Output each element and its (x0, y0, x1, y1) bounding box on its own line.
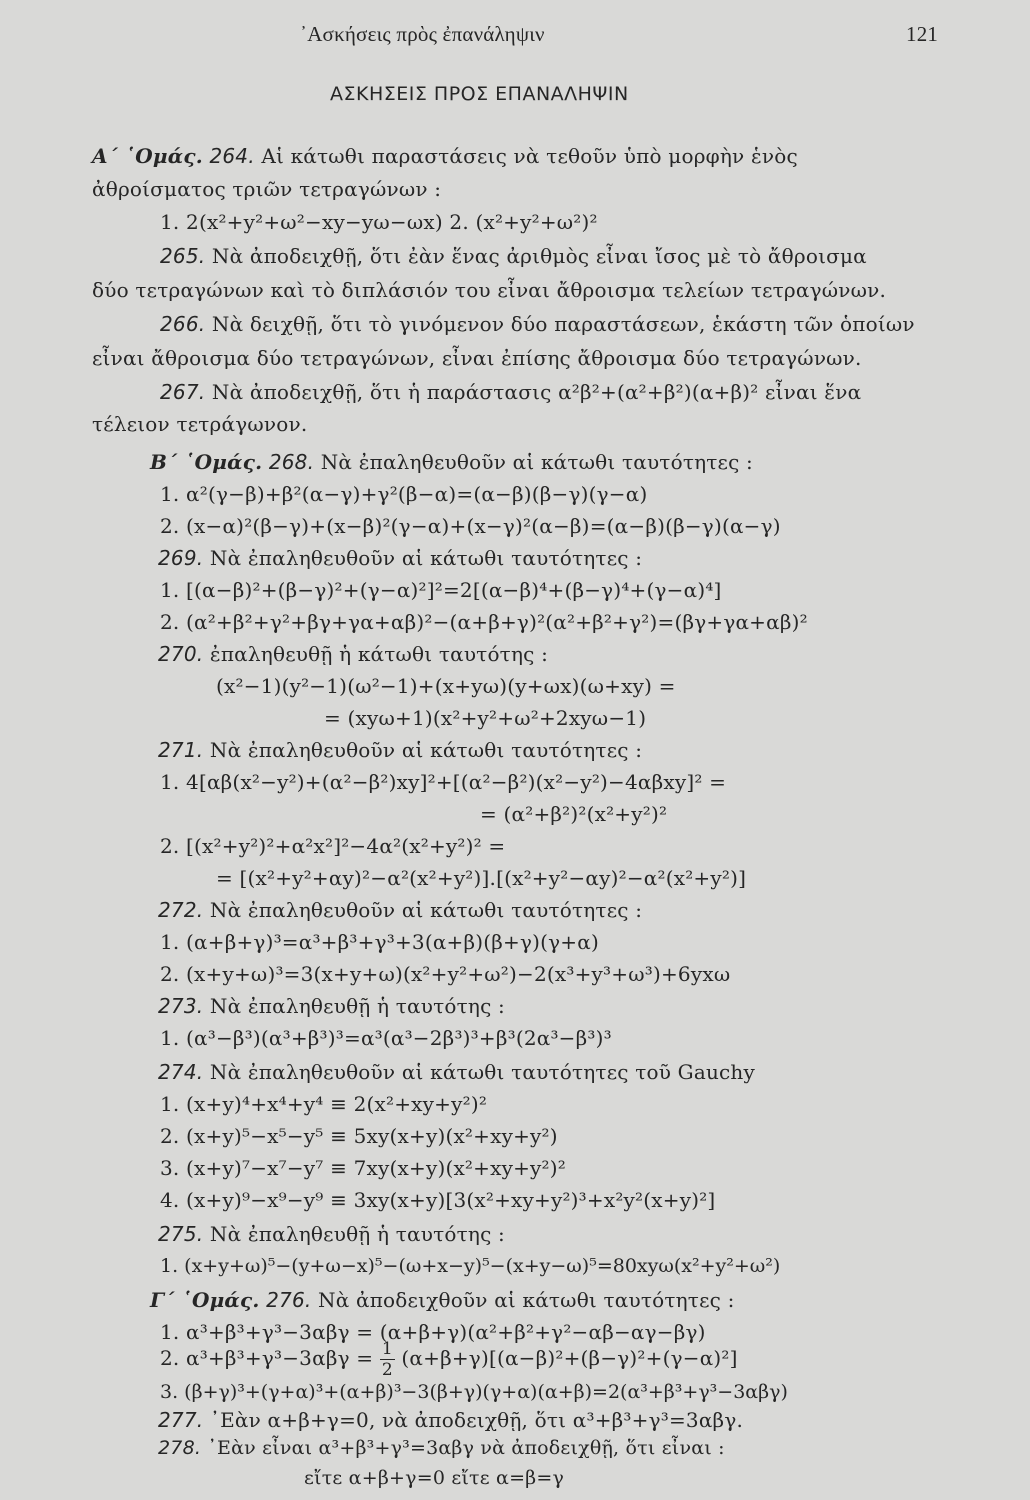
identity-271-2-rhs: = [(x²+y²+αy)²−α²(x²+y²)].[(x²+y²−αy)²−α²(x²+y²)] (216, 866, 747, 890)
identity-274-2: 2. (x+y)⁵−x⁵−y⁵ ≡ 5xy(x+y)(x²+xy+y²) (160, 1124, 558, 1148)
identity-272-2: 2. (x+y+ω)³=3(x+y+ω)(x²+y²+ω²)−2(x³+y³+ω³)+6yxω (160, 962, 731, 986)
identity-269-1: 1. [(α−β)²+(β−γ)²+(γ−α)²]²=2[(α−β)⁴+(β−γ)⁴+(γ−α)⁴] (160, 578, 722, 602)
exercise-264-continuation: ἀθροίσματος τριῶν τετραγώνων : (92, 177, 442, 201)
identity-270-line2: = (xyω+1)(x²+y²+ω²+2xyω−1) (324, 706, 647, 730)
exercise-265-continuation: δύο τετραγώνων καὶ τὸ διπλάσιόν του εἶναι ἄθροισμα τελείων τετραγώνων. (92, 278, 887, 302)
exercise-text: Νὰ ἀποδειχθῇ, ὅτι ἐὰν ἕνας ἀριθμὸς εἶναι ἴσος μὲ τὸ ἄθροισμα (211, 244, 867, 268)
exercise-267-continuation: τέλειον τετράγωνον. (92, 412, 308, 436)
identity-269-2: 2. (α²+β²+γ²+βγ+γα+αβ)²−(α+β+γ)²(α²+β²+γ²)=(βγ+γα+αβ)² (160, 610, 808, 634)
exercise-text: Νὰ ἐπαληθευθοῦν αἱ κάτωθι ταυτότητες : (320, 450, 753, 474)
exercise-268 (150, 450, 753, 474)
page-number: 121 (906, 22, 939, 46)
identity-268-2: 2. (x−α)²(β−γ)+(x−β)²(γ−α)+(x−γ)²(α−β)=(α−β)(β−γ)(α−γ) (160, 514, 781, 538)
identity-276-2-lhs: 2. α³+β³+γ³−3αβγ = (160, 1346, 374, 1370)
identity-273-1: 1. (α³−β³)(α³+β³)³=α³(α³−2β³)³+β³(2α³−β³)³ (160, 1026, 612, 1050)
exercise-number: 276. (266, 1288, 312, 1312)
exercise-number: 269. (158, 546, 204, 570)
identity-272-1: 1. (α+β+γ)³=α³+β³+γ³+3(α+β)(β+γ)(γ+α) (160, 930, 599, 954)
exercise-271 (158, 738, 642, 762)
exercise-text: Νὰ ἐπαληθευθοῦν αἱ κάτωθι ταυτότητες : (209, 738, 643, 762)
exercise-text: Νὰ δειχθῇ, ὅτι τὸ γινόμενον δύο παραστάσεων, ἑκάστη τῶν ὁποίων (211, 312, 915, 336)
section-title: ΑΣΚΗΣΕΙΣ ΠΡΟΣ ΕΠΑΝΑΛΗΨΙΝ (330, 83, 629, 105)
fraction-one-half (380, 1339, 395, 1380)
exercise-number: 266. (160, 312, 206, 336)
exercise-text: Νὰ ἐπαληθευθοῦν αἱ κάτωθι ταυτότητες : (209, 546, 643, 570)
exercise-266 (160, 312, 915, 336)
exercise-text: Νὰ ἐπαληθευθῇ ἡ ταυτότης : (209, 1222, 505, 1246)
identity-271-2: 2. [(x²+y²)²+α²x²]²−4α²(x²+y²)² = (160, 834, 506, 858)
exercise-text: Νὰ ἐπαληθευθῇ ἡ ταυτότης : (209, 994, 505, 1018)
identity-274-3: 3. (x+y)⁷−x⁷−y⁷ ≡ 7xy(x+y)(x²+xy+y²)² (160, 1156, 566, 1180)
exercise-267 (160, 380, 861, 404)
exercise-269 (158, 546, 642, 570)
group-b-label: Β΄ ῾Ομάς. (150, 450, 263, 474)
identity-274-4: 4. (x+y)⁹−x⁹−y⁹ ≡ 3xy(x+y)[3(x²+xy+y²)³+x²y²(x+y)²] (160, 1188, 716, 1212)
exercise-text: Νὰ ἀποδειχθοῦν αἱ κάτωθι ταυτότητες : (318, 1288, 735, 1312)
exercise-266-continuation: εἶναι ἄθροισμα δύο τετραγώνων, εἶναι ἐπίσης ἄθροισμα δύο τετραγώνων. (92, 346, 862, 370)
exercise-number: 271. (158, 738, 204, 762)
group-c-label: Γ΄ ῾Ομάς. (150, 1288, 260, 1312)
exercise-276 (150, 1288, 735, 1312)
exercise-278-continuation: εἴτε α+β+γ=0 εἴτε α=β=γ (304, 1467, 565, 1489)
fraction-numerator: 1 (381, 1339, 393, 1359)
exercise-text: ᾿Εὰν α+β+γ=0, νὰ ἀποδειχθῇ, ὅτι α³+β³+γ³=3αβγ. (209, 1408, 744, 1432)
identity-276-2 (160, 1336, 738, 1380)
fraction-denominator: 2 (381, 1360, 393, 1380)
exercise-number: 272. (158, 898, 204, 922)
exercise-number: 275. (158, 1222, 204, 1246)
identity-271-1-rhs: = (α²+β²)²(x²+y²)² (480, 802, 668, 826)
identity-276-3: 3. (β+γ)³+(γ+α)³+(α+β)³−3(β+γ)(γ+α)(α+β)=2(α³+β³+γ³−3αβγ) (160, 1381, 788, 1403)
exercise-264-items: 1. 2(x²+y²+ω²−xy−yω−ωx) 2. (x²+y²+ω²)² (160, 210, 598, 234)
exercise-number: 278. (158, 1437, 202, 1459)
exercise-274 (158, 1060, 755, 1084)
exercise-275 (158, 1222, 505, 1246)
exercise-number: 267. (160, 380, 206, 404)
exercise-text: Αἱ κάτωθι παραστάσεις νὰ τεθοῦν ὑπὸ μορφὴν ἑνὸς (261, 144, 798, 168)
exercise-number: 277. (158, 1408, 204, 1432)
exercise-270 (158, 642, 548, 666)
identity-274-1: 1. (x+y)⁴+x⁴+y⁴ ≡ 2(x²+xy+y²)² (160, 1092, 488, 1116)
identity-276-2-rhs: (α+β+γ)[(α−β)²+(β−γ)²+(γ−α)²] (401, 1346, 738, 1370)
exercise-number: 264. (209, 144, 255, 168)
exercise-278 (158, 1436, 725, 1460)
exercise-number: 273. (158, 994, 204, 1018)
exercise-number: 274. (158, 1060, 204, 1084)
exercise-text: ᾿Εὰν εἶναι α³+β³+γ³=3αβγ νὰ ἀποδειχθῇ, ὅτι εἶναι : (207, 1437, 725, 1459)
running-title: ᾿Ασκήσεις πρὸς ἐπανάληψιν (300, 22, 545, 46)
identity-276-1: 1. α³+β³+γ³−3αβγ = (α+β+γ)(α²+β²+γ²−αβ−αγ−βγ) (160, 1320, 706, 1344)
identity-270-line1: (x²−1)(y²−1)(ω²−1)+(x+yω)(y+ωx)(ω+xy) = (216, 674, 676, 698)
exercise-number: 265. (160, 244, 206, 268)
identity-271-1: 1. 4[αβ(x²−y²)+(α²−β²)xy]²+[(α²−β²)(x²−y²)−4αβxy]² = (160, 770, 727, 794)
exercise-265 (160, 244, 867, 268)
exercise-273 (158, 994, 505, 1018)
exercise-272 (158, 898, 642, 922)
exercise-number: 270. (158, 642, 204, 666)
identity-268-1: 1. α²(γ−β)+β²(α−γ)+γ²(β−α)=(α−β)(β−γ)(γ−α) (160, 482, 648, 506)
exercise-277 (158, 1408, 743, 1432)
exercise-text: Νὰ ἐπαληθευθοῦν αἱ κάτωθι ταυτότητες : (209, 898, 643, 922)
exercise-264 (92, 144, 798, 168)
exercise-text: Νὰ ἀποδειχθῇ, ὅτι ἡ παράστασις α²β²+(α²+β²)(α+β)² εἶναι ἕνα (211, 380, 862, 404)
group-a-label: Α΄ ῾Ομάς. (92, 144, 203, 168)
exercise-number: 268. (268, 450, 315, 474)
identity-275-1: 1. (x+y+ω)⁵−(y+ω−x)⁵−(ω+x−y)⁵−(x+y−ω)⁵=80xyω(x²+y²+ω²) (160, 1255, 781, 1277)
exercise-text: Νὰ ἐπαληθευθοῦν αἱ κάτωθι ταυτότητες τοῦ Gauchy (209, 1060, 755, 1084)
exercise-text: ἐπαληθευθῇ ἡ κάτωθι ταυτότης : (209, 642, 549, 666)
